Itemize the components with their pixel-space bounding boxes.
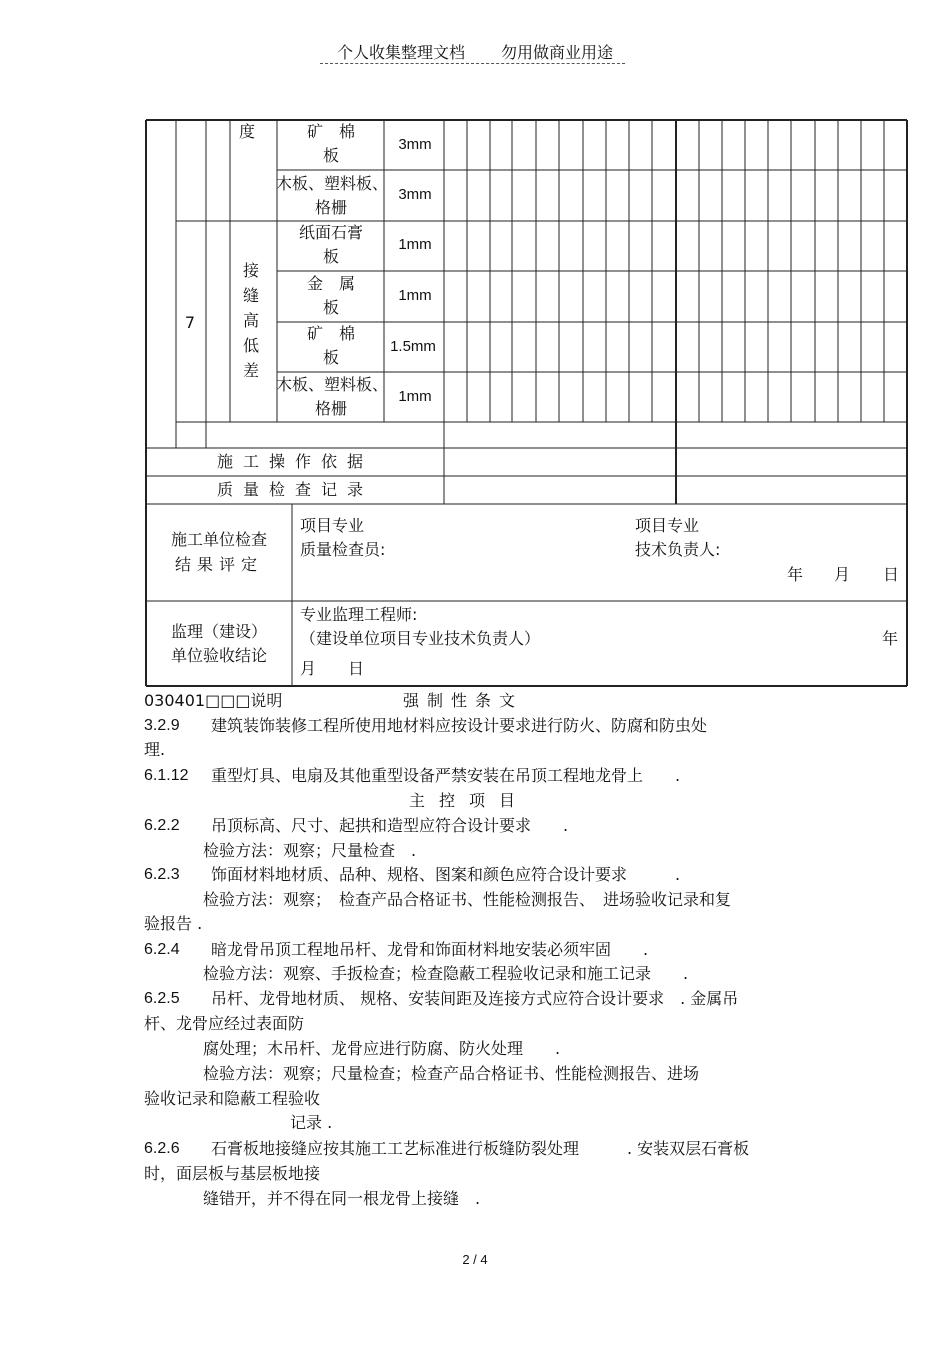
material-label-line2: 板: [322, 247, 339, 266]
notes-code: 030401□□□说明: [144, 691, 283, 710]
inspection-method-cont: 验收记录和隐蔽工程验收: [144, 1089, 321, 1108]
label-char: 接: [242, 261, 259, 280]
label-char: 高: [242, 311, 259, 330]
clause-text: 吊顶标高、尺寸、起拱和造型应符合设计要求 .: [211, 816, 569, 835]
inspection-method: 检验方法：观察、手扳检查；检查隐蔽工程验收记录和施工记录 .: [203, 964, 689, 983]
clause-text-cont: 验报告 .: [144, 914, 203, 933]
label-char: 缝: [242, 286, 259, 305]
tolerance-value: 1.5mm: [390, 338, 436, 355]
clause-number: 6.2.2: [144, 817, 180, 834]
clause-number: 6.1.12: [144, 767, 189, 784]
contractor-eval-label-line1: 施工单位检查: [170, 530, 267, 549]
tolerance-value: 3mm: [398, 136, 432, 153]
date-day: 日: [348, 659, 365, 678]
contractor-left-line1: 项目专业: [300, 516, 365, 535]
supervisor-label-line1: 监理（建设）: [170, 622, 267, 641]
inspection-method: 检验方法：观察； 检查产品合格证书、性能检测报告、 进场验收记录和复: [203, 890, 732, 909]
clause-number: 6.2.4: [144, 941, 180, 958]
clause-text: 饰面材料地材质、品种、规格、图案和颜色应符合设计要求 .: [211, 865, 681, 884]
clause-text: 重型灯具、电扇及其他重型设备严禁安装在吊顶工程地龙骨上 .: [211, 766, 681, 785]
material-label-line2: 格栅: [314, 198, 347, 217]
supervisor-line1: 专业监理工程师:: [300, 605, 418, 624]
material-label-line2: 格栅: [314, 399, 347, 418]
label-char: 差: [242, 361, 259, 380]
material-label-line2: 板: [322, 298, 339, 317]
contractor-right-line2: 技术负责人:: [635, 540, 721, 559]
quality-record-label: 质量检查记录: [216, 480, 373, 499]
supervisor-line2: （建设单位项目专业技术负责人）: [300, 629, 541, 648]
main-control-title: 主控项目: [409, 791, 530, 810]
material-label-line2: 板: [322, 146, 339, 165]
tolerance-value: 1mm: [398, 388, 432, 405]
group2-vertical-label: [236, 258, 266, 383]
tolerance-value: 1mm: [398, 236, 432, 253]
mandatory-clauses-title: 强制性条文: [403, 691, 524, 710]
clause-text: 石膏板地接缝应按其施工工艺标准进行板缝防裂处理 . 安装双层石膏板: [211, 1139, 750, 1158]
clause-text: 暗龙骨吊顶工程地吊杆、龙骨和饰面材料地安装必须牢固 .: [211, 940, 649, 959]
clause-text-cont: 时，面层板与基层板地接: [144, 1164, 321, 1183]
header-right: 勿用做商业用途: [501, 43, 614, 62]
page-number: 2 / 4: [462, 1252, 488, 1267]
material-label-line1: 木板、塑料板、: [275, 174, 388, 193]
grid-lines: [146, 120, 907, 686]
clause-number: 6.2.3: [144, 866, 180, 883]
material-label-line1: 矿 棉: [306, 324, 355, 343]
group1-label: 度: [238, 122, 255, 141]
label-char: 低: [242, 336, 259, 355]
clause-text-cont: 杆、龙骨应经过表面防: [144, 1014, 305, 1033]
clause-text-cont: 理.: [144, 740, 166, 759]
clause-number: 6.2.6: [144, 1140, 180, 1157]
date-month: 月: [300, 659, 317, 678]
date-year: 年: [882, 629, 899, 648]
material-label-line1: 纸面石膏: [298, 223, 363, 242]
contractor-eval-label-line2: 结果评定: [174, 555, 263, 574]
material-label-line1: 金 属: [306, 274, 355, 293]
inspection-method: 检验方法：观察；尺量检查；检查产品合格证书、性能检测报告、进场: [203, 1064, 700, 1083]
inspection-method-cont: 记录 .: [290, 1113, 333, 1132]
clause-text-cont: 缝错开，并不得在同一根龙骨上接缝 .: [203, 1189, 481, 1208]
contractor-left-line2: 质量检查员:: [300, 540, 386, 559]
supervisor-label-line2: 单位验收结论: [170, 646, 267, 665]
clause-text: 吊杆、龙骨地材质、 规格、安装间距及连接方式应符合设计要求 . 金属吊: [211, 989, 739, 1008]
material-label-line1: 矿 棉: [306, 122, 355, 141]
clause-text-cont: 腐处理；木吊杆、龙骨应进行防腐、防火处理 .: [203, 1039, 561, 1058]
material-label-line2: 板: [322, 348, 339, 367]
header-left: 个人收集整理文档: [336, 43, 465, 62]
date-year: 年: [787, 565, 804, 584]
tolerance-value: 3mm: [398, 186, 432, 203]
item-number: 7: [184, 313, 196, 332]
clause-text: 建筑装饰装修工程所使用地材料应按设计要求进行防火、防腐和防虫处: [211, 716, 708, 735]
clause-number: 6.2.5: [144, 990, 180, 1007]
construction-basis-label: 施工操作依据: [216, 452, 373, 471]
contractor-right-line1: 项目专业: [635, 516, 700, 535]
material-label-line1: 木板、塑料板、: [275, 375, 388, 394]
inspection-method: 检验方法：观察；尺量检查 .: [203, 841, 417, 860]
date-day: 日: [883, 565, 900, 584]
tolerance-value: 1mm: [398, 287, 432, 304]
clause-number: 3.2.9: [144, 717, 180, 734]
date-month: 月: [834, 565, 851, 584]
